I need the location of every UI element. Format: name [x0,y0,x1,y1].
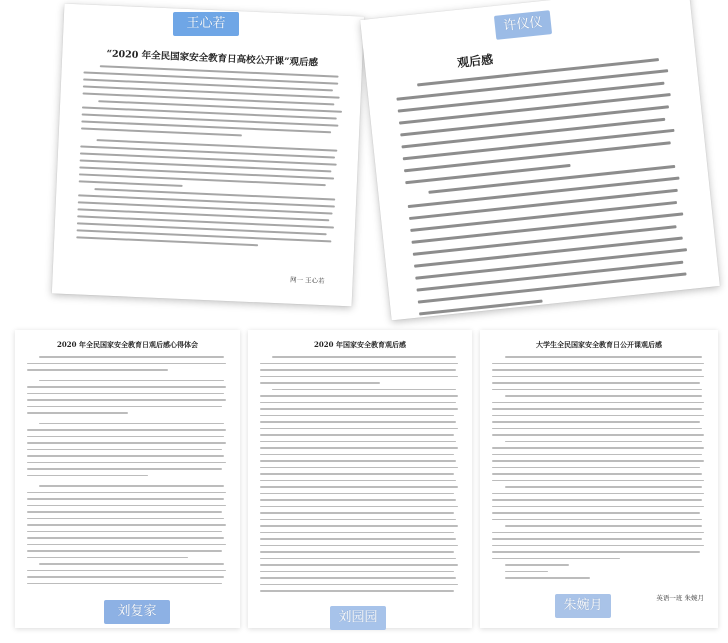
author-name-label: 许仪仪 [494,10,552,40]
document-body [248,350,472,592]
essay-document-3 [15,330,240,628]
essay-document-5 [480,330,718,628]
document-title: 大学生全民国家安全教育日公开课观后感 [536,340,662,349]
document-signature: 网一 王心若 [289,275,325,286]
document-body [15,350,240,584]
document-title: 2020 年国家安全教育观后感 [314,340,406,349]
essay-document-1 [52,4,364,307]
document-body [54,58,362,251]
document-title: 2020 年全民国家安全教育日观后感心得体会 [57,340,198,349]
document-body [480,350,718,579]
document-body [366,46,719,318]
document-title: “2020 年全民国家安全教育日高校公开课”观后感 [106,48,319,69]
essay-document-2 [360,0,720,320]
document-signature: 英语一班 朱婉月 [656,594,704,602]
author-name-label: 朱婉月 [555,594,611,618]
author-name-label: 刘园园 [330,606,386,630]
author-name-label: 刘复家 [104,600,170,624]
author-name-label: 王心若 [173,12,239,36]
essay-document-4 [248,330,472,628]
document-title: 观后感 [456,52,494,71]
